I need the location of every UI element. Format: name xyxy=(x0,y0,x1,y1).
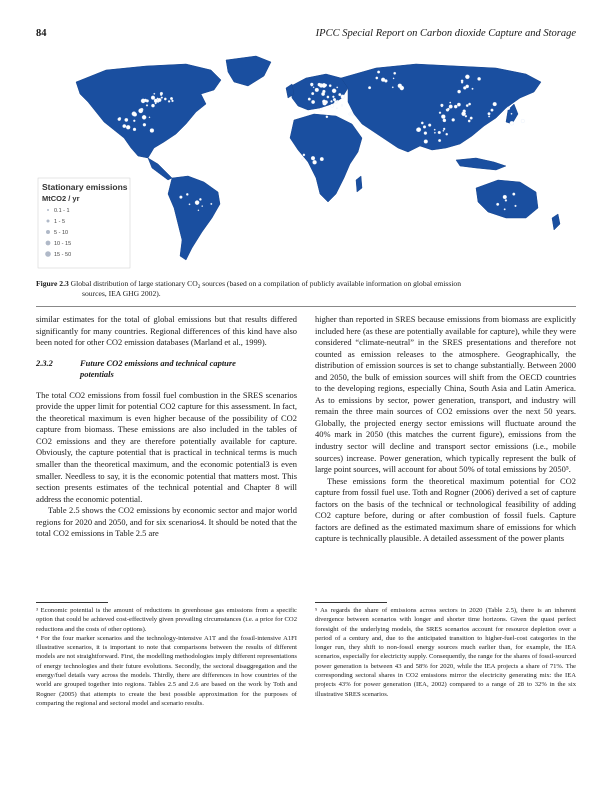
footnote-5: ⁵ As regards the share of emissions across sectors in 2020 (Table 2.5), there is an inherent divergence between scenarios with longer and shorter time horizons. Given the quasi perfect foresight of the underlying models, the SRES scenarios account for resource depletion over a period of a century and, due to the anticipated transition to higher-fuel-cost categories in the longer run, they shift to non-fossil energy sources much earlier than, for example, the IEA scenarios, especially for electricity supply. Consequently, the range for the shares of fossil-sourced power generation is between 43 and 58% for 2020, while the IEA projects a share of 71%. The corresponding sectoral shares in CO2 emissions mirror the electricity generating mix: the IEA projects 43% for power generation (IEA, 2002) compared to a range of 28 to 32% in the six illustrative SRES scenarios. xyxy=(315,607,576,698)
emission-dot xyxy=(449,105,453,109)
emission-dot xyxy=(326,116,328,118)
footnote-4: ⁴ For the four marker scenarios and the technology-intensive A1T and the fossil-intensive A1FI illustrative scenarios, it is important to note that comparisons between the results of different models are not straightforward. First, the modelling methodologies imply different representations of energy technologies and their future evolutions. Secondly, the sectoral disaggregation and the energy/fuel details vary across the models. Thirdly, there are differences in how countries of the world are grouped together into regions. Tables 2.5 and 2.6 are based on the work by Toth and Rogner (2005) that attempts to create the best possible approximation for the purposes of comparing the regional and sectoral model and scenario results. xyxy=(36,634,297,707)
emission-dot xyxy=(337,87,338,88)
emission-dot xyxy=(491,109,494,112)
emission-dot xyxy=(503,195,507,199)
emission-dot xyxy=(199,198,201,200)
emission-dot xyxy=(158,98,162,102)
emission-dot xyxy=(452,118,455,121)
figure-caption: Figure 2.3 Global distribution of large stationary $CO_2$ sources (based on a compilation of publicly available information on global emission sources, IEA GHG 2002). xyxy=(36,279,462,298)
emission-dot xyxy=(381,78,385,82)
running-title: IPCC Special Report on Carbon dioxide Capture and Storage xyxy=(315,28,576,39)
emission-dot xyxy=(434,129,435,130)
paragraph: higher than reported in SRES because emissions from biomass are explicitly included here (as these are potentially available for capture), while they were considered “climate-neutral” in the SRES presentations and therefore not counted as emission releases to the atmosphere. Geographically, the distribution of emission sources is set to change substantially. Between 2000 and 2050, the bulk of emission sources will shift from the OECD countries to the developing regions, especially China, South Asia and Latin America. As to emissions by sector, power generation, transport, and industry will remain the three main sources of CO2 emissions over the next 50 years. Globally, the projected energy sector emissions will fluctuate around the 40% mark in 2050 (this matches the current figure), emissions from the industry sector will decline and transport sector emissions (i.e., mobile sources) increase. Power generation, which typically represent the bulk of large point sources, will account for about 50% of total emissions by 2050⁵. xyxy=(315,314,576,475)
emission-dot xyxy=(394,72,396,74)
emission-dot xyxy=(349,113,351,115)
emission-dot xyxy=(424,132,427,135)
emission-dot xyxy=(320,108,323,111)
emission-dot xyxy=(441,105,443,107)
legend-item-1: 0.1 - 1 xyxy=(54,208,70,214)
emission-dot xyxy=(195,201,199,205)
emission-dot xyxy=(504,209,506,211)
emission-dot xyxy=(417,128,421,132)
emission-dot xyxy=(150,129,154,133)
emission-dot xyxy=(468,103,470,105)
emission-dot xyxy=(341,95,345,99)
emission-dot xyxy=(393,78,394,79)
emission-dot xyxy=(332,96,334,98)
emission-dot xyxy=(505,199,507,201)
emission-dot xyxy=(149,117,150,118)
emission-dot xyxy=(341,105,343,107)
emission-dot xyxy=(133,113,137,117)
emission-dot xyxy=(144,99,147,102)
emission-dot xyxy=(318,83,321,86)
emission-dot xyxy=(151,96,155,100)
emission-dot xyxy=(446,133,448,135)
emission-dot xyxy=(376,77,378,79)
emission-dot xyxy=(332,89,336,93)
emission-dot xyxy=(126,125,130,129)
emission-dot xyxy=(308,98,311,101)
emission-dot xyxy=(123,124,126,127)
emission-dot xyxy=(466,85,469,88)
emission-dot xyxy=(189,204,190,205)
emission-dot xyxy=(377,71,380,74)
emission-dot xyxy=(421,122,423,124)
emission-dot xyxy=(441,115,445,119)
emission-dot xyxy=(438,131,441,134)
emission-dot xyxy=(450,102,451,103)
emission-dot xyxy=(352,114,354,116)
emission-dot xyxy=(311,92,314,95)
emission-dot xyxy=(493,102,497,106)
footnotes-right xyxy=(315,606,576,699)
emission-dot xyxy=(311,85,313,87)
emission-dot xyxy=(472,88,474,90)
emission-dot xyxy=(154,99,158,103)
emission-dot xyxy=(331,100,333,102)
emission-dot xyxy=(142,115,146,119)
emission-dot xyxy=(133,120,135,122)
emission-dot xyxy=(521,119,525,123)
emission-dot xyxy=(146,105,148,107)
emission-dot xyxy=(423,126,426,129)
footnote-rule xyxy=(315,602,387,603)
emission-dot xyxy=(172,100,174,102)
emission-dot xyxy=(428,124,431,127)
emission-dot xyxy=(303,154,305,156)
section-heading: 2.3.2 Future CO2 emissions and technical capture potentials xyxy=(36,357,236,380)
legend-item-2: 1 - 5 xyxy=(54,219,66,225)
emission-dot xyxy=(125,118,128,121)
emission-dot xyxy=(398,84,402,88)
emission-dot xyxy=(470,117,473,120)
legend-item-4: 10 - 15 xyxy=(54,241,72,247)
emission-dot xyxy=(507,107,510,110)
emission-dot xyxy=(141,110,143,112)
emission-dot xyxy=(515,205,517,207)
emission-dot xyxy=(333,98,336,101)
emission-dot xyxy=(468,120,470,122)
emission-dot xyxy=(161,97,163,99)
figure-label: Figure 2.3 xyxy=(36,279,69,288)
emission-dot xyxy=(336,108,337,109)
right-column xyxy=(315,314,576,545)
paragraph: The total CO2 emissions from fossil fuel combustion in the SRES scenarios provide the upper limit for potential CO2 capture for this assessment. In fact, the theoretical maximum is even higher because of the possibility of CO2 capture from biomass. These emissions are also included in the tables of CO2 emissions and they are therefore potentially available for capture. Obviously, the capture potential that is practical in technical terms is much smaller than the theoretical maximum, and the economic potential3 is even smaller. Needless to say, it is the economic potential that matters most. This section presents estimates of the technical potential and Chapter 8 will address the economic potential. xyxy=(36,389,297,504)
emission-dot xyxy=(198,210,199,211)
emission-dot xyxy=(457,103,460,106)
emission-dot xyxy=(322,83,326,87)
left-column xyxy=(36,314,297,540)
emission-dot xyxy=(447,108,449,110)
emission-dot xyxy=(211,203,213,205)
emission-dot xyxy=(311,156,315,160)
page-number: 84 xyxy=(36,28,47,39)
emission-dot xyxy=(488,116,490,118)
paragraph: similar estimates for the total of global emissions but that results differed significantly for many countries. Regional differences of this kind have also been noted for other CO2 emission databases (Marland et al., 1999). xyxy=(36,314,297,348)
emission-dot xyxy=(458,90,461,93)
map-legend xyxy=(38,178,130,268)
emission-dot xyxy=(202,206,203,207)
emission-dot xyxy=(170,97,173,100)
emission-dot xyxy=(424,140,428,144)
emission-dot xyxy=(168,100,170,102)
emission-dot xyxy=(327,96,329,98)
emission-dot xyxy=(313,160,317,164)
emission-dot xyxy=(446,109,447,110)
emission-dot xyxy=(511,113,512,114)
emission-dot xyxy=(180,196,183,199)
emission-dot xyxy=(368,86,371,89)
emission-dot xyxy=(186,193,188,195)
emission-dot xyxy=(334,101,337,104)
emission-dot xyxy=(439,112,441,114)
footnote-3: ³ Economic potential is the amount of reductions in greenhouse gas emissions from a specific option that could be achieved cost-effectively given prevailing circumstances (i.e. a price for CO2 reductions and the costs of other options). xyxy=(36,607,297,633)
emission-dot xyxy=(513,193,516,196)
legend-item-3: 5 - 10 xyxy=(54,230,69,236)
emission-dot xyxy=(329,85,331,87)
emission-dot xyxy=(466,104,468,106)
emission-dot xyxy=(313,87,314,88)
emission-dot xyxy=(143,123,146,126)
emission-dot xyxy=(351,112,352,113)
emission-dot xyxy=(322,100,326,104)
emission-dot xyxy=(160,94,162,96)
footnote-rule xyxy=(36,602,108,603)
emission-dot xyxy=(443,128,445,130)
legend-unit: MtCO2 / yr xyxy=(42,194,80,203)
emission-dot xyxy=(454,105,457,108)
legend-title: Stationary emissions xyxy=(42,182,128,192)
emission-dot xyxy=(151,104,154,107)
emission-dot xyxy=(164,98,166,100)
emission-dot xyxy=(320,157,324,161)
emission-dot xyxy=(118,118,121,121)
emission-dot xyxy=(434,132,435,133)
emission-dot xyxy=(311,100,314,103)
emission-dot xyxy=(462,112,466,116)
emission-dot xyxy=(461,81,463,83)
footnotes-left xyxy=(36,606,297,708)
emission-dot xyxy=(438,139,441,142)
emission-dot xyxy=(315,88,319,92)
emission-dot xyxy=(339,93,342,96)
paragraph: Table 2.5 shows the CO2 emissions by economic sector and major world regions for 2020 and 2050, and for six scenarios4. It should be noted that the total CO2 emissions in Table 2.5 are xyxy=(36,505,297,539)
divider xyxy=(36,306,576,307)
emission-dot xyxy=(154,93,155,94)
emission-dot xyxy=(331,104,334,107)
emission-dot xyxy=(443,130,444,131)
emission-dot xyxy=(321,92,324,95)
emission-dot xyxy=(133,128,136,131)
emission-dot xyxy=(510,121,514,125)
emission-dot xyxy=(465,75,469,79)
emission-dot xyxy=(443,119,446,122)
emission-dot xyxy=(302,158,304,160)
emission-dot xyxy=(478,77,481,80)
emission-dot xyxy=(465,115,467,117)
paragraph: These emissions form the theoretical maximum potential for CO2 capture from fossil fuel use. Toth and Rogner (2006) derived a set of capture factors on the basis of the technical or technological feasibility of adding CO2 capture before, during or after combustion of fossil fuels. Capture factors are defined as the estimated maximum share of emissions for which capture is technically plausible. A detailed assessment of the power plants xyxy=(315,475,576,544)
world-emissions-map xyxy=(36,52,576,270)
emission-dot xyxy=(488,112,491,115)
legend-item-5: 15 - 50 xyxy=(54,252,72,258)
emission-dot xyxy=(496,203,499,206)
emission-dot xyxy=(392,87,393,88)
